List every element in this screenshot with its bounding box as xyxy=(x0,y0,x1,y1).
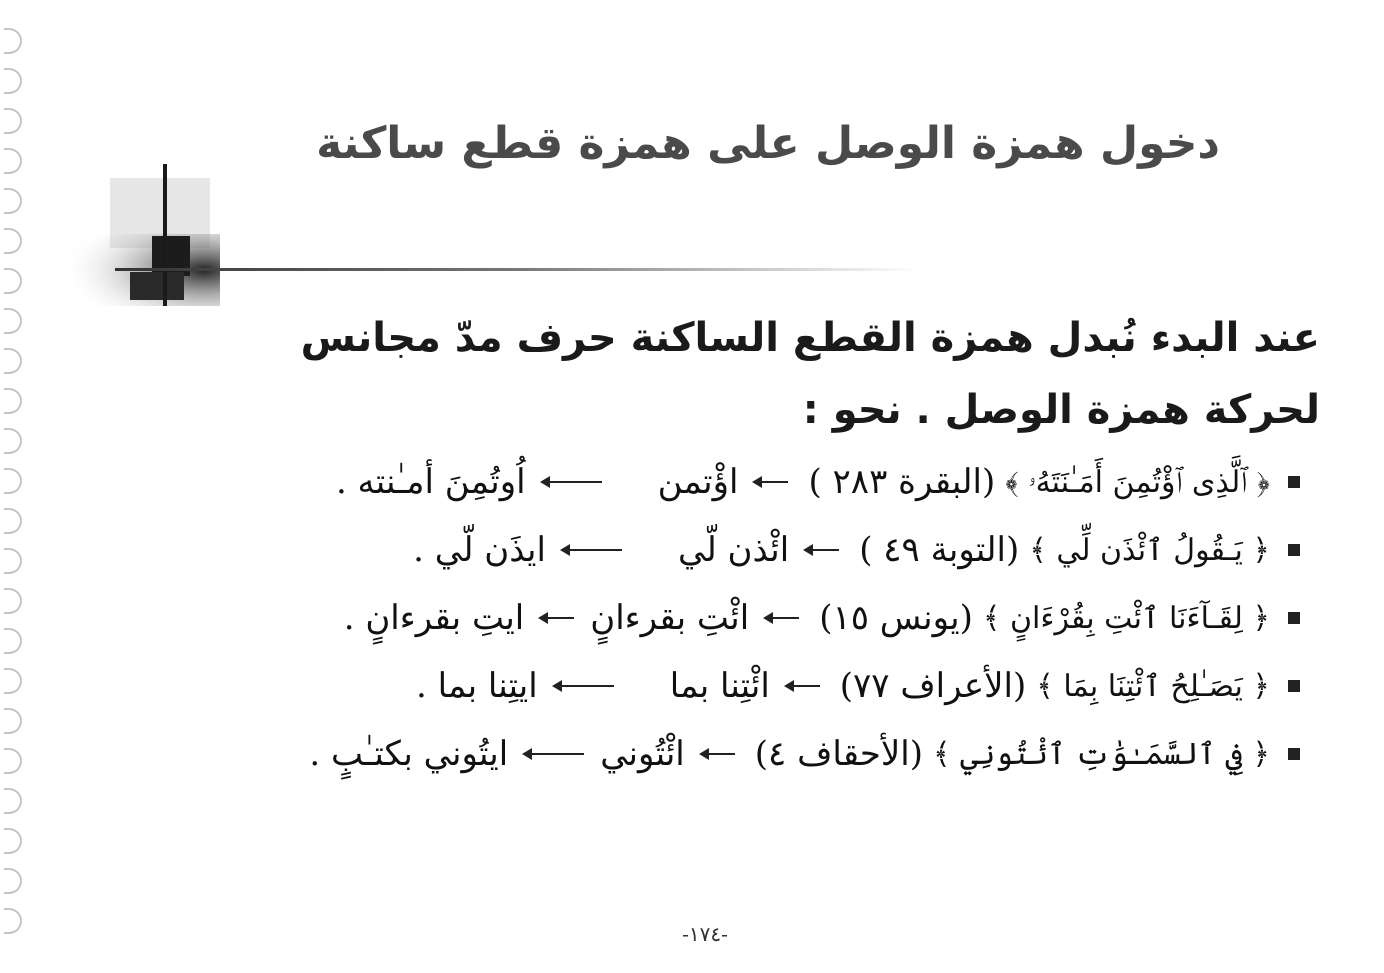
list-item xyxy=(180,584,1300,652)
left-arrow-icon xyxy=(542,481,602,483)
verse-quote: ﴿ لِقَـآءَنَا ٱئْتِ بِقُرْءَانٍ ﴾ xyxy=(982,600,1270,636)
read-form: ايذَن لّي . xyxy=(413,530,546,570)
spiral-binding xyxy=(0,0,40,973)
square-bullet-icon xyxy=(1288,680,1300,692)
slide-decoration xyxy=(60,160,920,310)
left-arrow-icon xyxy=(765,617,799,619)
left-arrow-icon xyxy=(786,685,820,687)
written-form: ائْتِ بقرءانٍ xyxy=(590,598,750,638)
list-item xyxy=(180,448,1300,516)
verse-reference: (يونس ١٥) xyxy=(819,598,973,638)
left-arrow-icon xyxy=(805,549,839,551)
written-form: ائْذن لّي xyxy=(677,530,790,570)
list-item xyxy=(180,720,1300,788)
square-bullet-icon xyxy=(1288,544,1300,556)
verse-quote: ﴿ ٱلَّذِى ٱؤْتُمِنَ أَمَـٰنَتَهُۥ ﴾ xyxy=(1005,464,1270,500)
verse-quote: ﴿ يَصَـٰلِحُ ٱئْتِنَا بِمَا ﴾ xyxy=(1036,668,1270,704)
left-arrow-icon xyxy=(540,617,574,619)
list-item xyxy=(180,652,1300,720)
left-arrow-icon xyxy=(554,685,614,687)
list-item xyxy=(180,516,1300,584)
read-form: ايتُوني بكتـٰبٍ . xyxy=(309,734,509,774)
examples-list xyxy=(180,448,1300,788)
square-bullet-icon xyxy=(1288,748,1300,760)
verse-reference: (الأعراف ٧٧) xyxy=(839,666,1027,706)
intro-paragraph: عند البدء نُبدل همزة القطع الساكنة حرف مدّ مجانس لحركة همزة الوصل . نحو : xyxy=(300,315,1320,433)
verse-reference: (البقرة ٢٨٣ ) xyxy=(808,462,996,502)
square-bullet-icon xyxy=(1288,612,1300,624)
verse-reference: (التوبة ٤٩ ) xyxy=(859,530,1020,570)
written-form: ائْتُوني xyxy=(600,734,685,774)
read-form: ايتِنا بما . xyxy=(416,666,538,706)
written-form: ائْتِنا بما xyxy=(669,666,770,706)
verse-quote: ﴿ يَـقُولُ ٱئْذَن لِّي ﴾ xyxy=(1029,532,1270,568)
square-bullet-icon xyxy=(1288,476,1300,488)
read-form: ايتِ بقرءانٍ . xyxy=(343,598,525,638)
verse-quote: ﴿ فِي ٱلسَّمَـٰوَٰتِ ٱئْتُونِي ﴾ xyxy=(933,736,1270,772)
left-arrow-icon xyxy=(562,549,622,551)
left-arrow-icon xyxy=(754,481,788,483)
written-form: اؤْتمن xyxy=(657,462,739,502)
verse-reference: (الأحقاف ٤) xyxy=(754,734,924,774)
page-title: دخول همزة الوصل على همزة قطع ساكنة xyxy=(316,118,1220,169)
read-form: اُوتُمِنَ أمـٰنته . xyxy=(335,462,526,502)
left-arrow-icon xyxy=(701,753,735,755)
left-arrow-icon xyxy=(524,753,584,755)
page-number: -١٧٤- xyxy=(682,922,728,946)
